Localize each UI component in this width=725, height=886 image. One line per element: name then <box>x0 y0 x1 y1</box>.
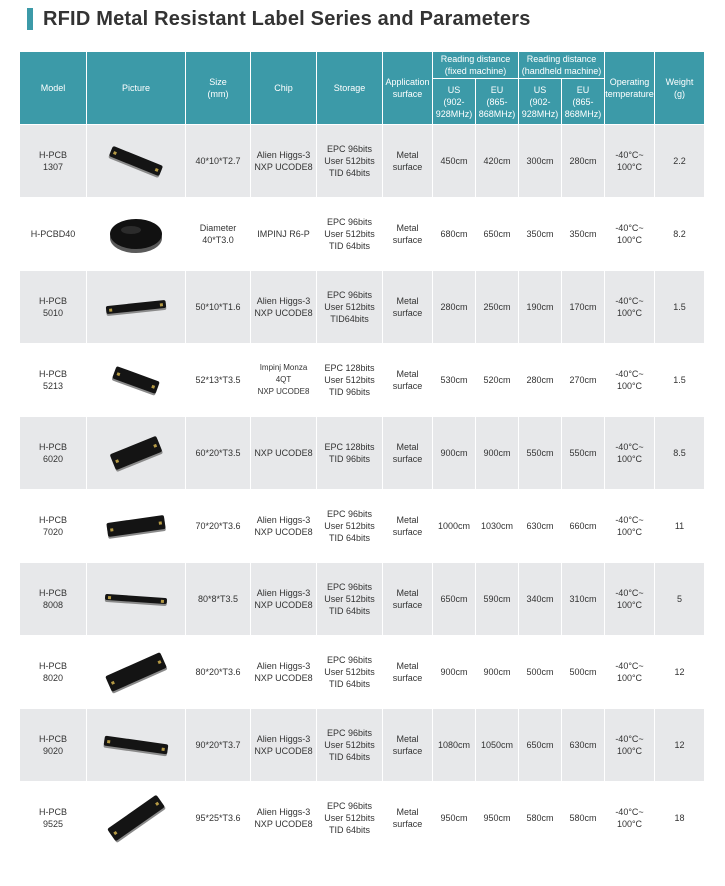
cell-hand-us: 500cm <box>519 636 562 709</box>
cell-model: H-PCBD40 <box>20 198 87 271</box>
col-header-fixed-us: US (902- 928MHz) <box>433 79 476 125</box>
table-row <box>20 563 705 636</box>
table-row <box>20 125 705 198</box>
cell-fixed-us: 1000cm <box>433 490 476 563</box>
cell-temperature: -40°C~ 100°C <box>605 198 655 271</box>
cell-model: H-PCB 8020 <box>20 636 87 709</box>
tag-image <box>87 344 185 416</box>
cell-weight: 1.5 <box>655 271 705 344</box>
cell-picture <box>87 417 186 490</box>
cell-fixed-eu: 420cm <box>476 125 519 198</box>
cell-size: 52*13*T3.5 <box>186 344 251 417</box>
cell-model: H-PCB 1307 <box>20 125 87 198</box>
col-header-fixed-eu: EU (865- 868MHz) <box>476 79 519 125</box>
cell-picture <box>87 198 186 271</box>
cell-storage: EPC 96bits User 512bits TID 64bits <box>317 563 383 636</box>
cell-storage: EPC 96bits User 512bits TID 64bits <box>317 782 383 855</box>
col-header-temperature: Operating temperature <box>605 52 655 125</box>
cell-picture <box>87 125 186 198</box>
cell-weight: 8.5 <box>655 417 705 490</box>
cell-chip: Alien Higgs-3 NXP UCODE8 <box>251 490 317 563</box>
cell-size: 60*20*T3.5 <box>186 417 251 490</box>
cell-temperature: -40°C~ 100°C <box>605 709 655 782</box>
cell-hand-us: 280cm <box>519 344 562 417</box>
cell-hand-eu: 660cm <box>562 490 605 563</box>
cell-chip: Alien Higgs-3 NXP UCODE8 <box>251 709 317 782</box>
cell-fixed-us: 450cm <box>433 125 476 198</box>
cell-size: 95*25*T3.6 <box>186 782 251 855</box>
col-header-reading-fixed: Reading distance (fixed machine) <box>433 52 519 79</box>
cell-picture <box>87 636 186 709</box>
page-header <box>27 8 531 30</box>
cell-model: H-PCB 5010 <box>20 271 87 344</box>
table-row <box>20 709 705 782</box>
cell-hand-us: 550cm <box>519 417 562 490</box>
title-accent-bar <box>27 8 33 30</box>
cell-size: 50*10*T1.6 <box>186 271 251 344</box>
cell-weight: 11 <box>655 490 705 563</box>
cell-temperature: -40°C~ 100°C <box>605 782 655 855</box>
cell-weight: 1.5 <box>655 344 705 417</box>
cell-size: 40*10*T2.7 <box>186 125 251 198</box>
cell-weight: 12 <box>655 709 705 782</box>
table-row <box>20 490 705 563</box>
cell-picture <box>87 563 186 636</box>
cell-surface: Metal surface <box>383 490 433 563</box>
cell-temperature: -40°C~ 100°C <box>605 636 655 709</box>
cell-surface: Metal surface <box>383 417 433 490</box>
cell-temperature: -40°C~ 100°C <box>605 417 655 490</box>
tag-image <box>87 417 185 489</box>
cell-model: H-PCB 6020 <box>20 417 87 490</box>
cell-hand-eu: 350cm <box>562 198 605 271</box>
cell-storage: EPC 128bits TID 96bits <box>317 417 383 490</box>
cell-temperature: -40°C~ 100°C <box>605 271 655 344</box>
cell-hand-eu: 170cm <box>562 271 605 344</box>
cell-chip: Alien Higgs-3 NXP UCODE8 <box>251 125 317 198</box>
table-row <box>20 344 705 417</box>
table-row <box>20 271 705 344</box>
cell-surface: Metal surface <box>383 782 433 855</box>
col-header-size: Size (mm) <box>186 52 251 125</box>
cell-surface: Metal surface <box>383 636 433 709</box>
cell-size: 70*20*T3.6 <box>186 490 251 563</box>
tag-image <box>87 490 185 562</box>
tag-image <box>87 709 185 781</box>
cell-picture <box>87 344 186 417</box>
cell-fixed-us: 900cm <box>433 417 476 490</box>
cell-storage: EPC 96bits User 512bits TID 64bits <box>317 636 383 709</box>
cell-storage: EPC 96bits User 512bits TID 64bits <box>317 490 383 563</box>
cell-surface: Metal surface <box>383 271 433 344</box>
cell-model: H-PCB 8008 <box>20 563 87 636</box>
cell-weight: 12 <box>655 636 705 709</box>
col-header-model: Model <box>20 52 87 125</box>
cell-hand-eu: 550cm <box>562 417 605 490</box>
spec-table <box>19 51 705 855</box>
cell-chip: Alien Higgs-3 NXP UCODE8 <box>251 271 317 344</box>
table-row <box>20 782 705 855</box>
table-row <box>20 636 705 709</box>
cell-fixed-eu: 950cm <box>476 782 519 855</box>
cell-model: H-PCB 5213 <box>20 344 87 417</box>
cell-fixed-us: 280cm <box>433 271 476 344</box>
page-title: RFID Metal Resistant Label Series and Parameters <box>43 7 531 30</box>
cell-fixed-us: 680cm <box>433 198 476 271</box>
cell-hand-us: 340cm <box>519 563 562 636</box>
cell-surface: Metal surface <box>383 125 433 198</box>
cell-fixed-us: 530cm <box>433 344 476 417</box>
cell-hand-us: 190cm <box>519 271 562 344</box>
cell-fixed-eu: 650cm <box>476 198 519 271</box>
cell-surface: Metal surface <box>383 709 433 782</box>
cell-model: H-PCB 9525 <box>20 782 87 855</box>
cell-storage: EPC 96bits User 512bits TID 64bits <box>317 198 383 271</box>
cell-weight: 2.2 <box>655 125 705 198</box>
col-header-chip: Chip <box>251 52 317 125</box>
cell-hand-eu: 280cm <box>562 125 605 198</box>
tag-image <box>87 563 185 635</box>
tag-image <box>87 271 185 343</box>
disc-tag-image <box>87 198 185 270</box>
cell-hand-eu: 580cm <box>562 782 605 855</box>
table-row <box>20 417 705 490</box>
cell-fixed-us: 950cm <box>433 782 476 855</box>
cell-fixed-us: 900cm <box>433 636 476 709</box>
cell-hand-eu: 270cm <box>562 344 605 417</box>
cell-fixed-eu: 900cm <box>476 636 519 709</box>
col-header-weight: Weight (g) <box>655 52 705 125</box>
cell-hand-us: 350cm <box>519 198 562 271</box>
cell-size: 80*20*T3.6 <box>186 636 251 709</box>
cell-picture <box>87 271 186 344</box>
cell-chip: Alien Higgs-3 NXP UCODE8 <box>251 636 317 709</box>
cell-surface: Metal surface <box>383 344 433 417</box>
col-header-hand-us: US (902- 928MHz) <box>519 79 562 125</box>
cell-storage: EPC 96bits User 512bits TID64bits <box>317 271 383 344</box>
col-header-storage: Storage <box>317 52 383 125</box>
cell-hand-eu: 630cm <box>562 709 605 782</box>
cell-chip: NXP UCODE8 <box>251 417 317 490</box>
tag-image <box>87 636 185 708</box>
cell-chip: Alien Higgs-3 NXP UCODE8 <box>251 563 317 636</box>
cell-fixed-eu: 1030cm <box>476 490 519 563</box>
cell-weight: 5 <box>655 563 705 636</box>
tag-image <box>87 125 185 197</box>
cell-weight: 8.2 <box>655 198 705 271</box>
cell-storage: EPC 96bits User 512bits TID 64bits <box>317 709 383 782</box>
col-header-hand-eu: EU (865- 868MHz) <box>562 79 605 125</box>
col-header-picture: Picture <box>87 52 186 125</box>
cell-hand-us: 630cm <box>519 490 562 563</box>
cell-hand-eu: 310cm <box>562 563 605 636</box>
cell-fixed-eu: 590cm <box>476 563 519 636</box>
cell-model: H-PCB 9020 <box>20 709 87 782</box>
cell-fixed-us: 650cm <box>433 563 476 636</box>
cell-surface: Metal surface <box>383 198 433 271</box>
cell-chip: IMPINJ R6-P <box>251 198 317 271</box>
cell-temperature: -40°C~ 100°C <box>605 563 655 636</box>
cell-picture <box>87 782 186 855</box>
table-row <box>20 198 705 271</box>
cell-fixed-eu: 1050cm <box>476 709 519 782</box>
cell-fixed-eu: 520cm <box>476 344 519 417</box>
cell-hand-us: 580cm <box>519 782 562 855</box>
cell-fixed-eu: 250cm <box>476 271 519 344</box>
tag-image <box>87 782 185 854</box>
cell-surface: Metal surface <box>383 563 433 636</box>
col-header-application: Application surface <box>383 52 433 125</box>
cell-temperature: -40°C~ 100°C <box>605 344 655 417</box>
cell-size: 90*20*T3.7 <box>186 709 251 782</box>
cell-model: H-PCB 7020 <box>20 490 87 563</box>
cell-hand-eu: 500cm <box>562 636 605 709</box>
cell-chip: Impinj Monza 4QT NXP UCODE8 <box>251 344 317 417</box>
cell-fixed-us: 1080cm <box>433 709 476 782</box>
cell-storage: EPC 96bits User 512bits TID 64bits <box>317 125 383 198</box>
cell-fixed-eu: 900cm <box>476 417 519 490</box>
col-header-reading-handheld: Reading distance (handheld machine) <box>519 52 605 79</box>
cell-temperature: -40°C~ 100°C <box>605 125 655 198</box>
cell-hand-us: 650cm <box>519 709 562 782</box>
cell-size: 80*8*T3.5 <box>186 563 251 636</box>
cell-picture <box>87 709 186 782</box>
cell-hand-us: 300cm <box>519 125 562 198</box>
cell-weight: 18 <box>655 782 705 855</box>
cell-picture <box>87 490 186 563</box>
cell-chip: Alien Higgs-3 NXP UCODE8 <box>251 782 317 855</box>
cell-size: Diameter 40*T3.0 <box>186 198 251 271</box>
cell-temperature: -40°C~ 100°C <box>605 490 655 563</box>
cell-storage: EPC 128bits User 512bits TID 96bits <box>317 344 383 417</box>
